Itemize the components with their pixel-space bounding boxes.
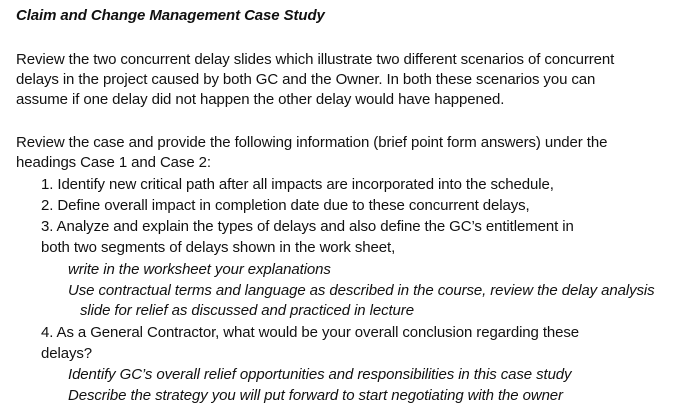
intro-line-2: delays in the project caused by both GC and the Owner. In both these scenarios you can — [16, 71, 596, 88]
list-item-1: 1. Identify new critical path after all impacts are incorporated into the schedule, — [41, 176, 554, 193]
list-item-3-line-1: 3. Analyze and explain the types of delays and also define the GC’s entitlement in — [41, 218, 574, 235]
case-line-1: Review the case and provide the following information (brief point form answers) under the — [16, 134, 608, 151]
document-title: Claim and Change Management Case Study — [16, 7, 325, 24]
list-item-2: 2. Define overall impact in completion date due to these concurrent delays, — [41, 197, 530, 214]
list-item-4-line-1: 4. As a General Contractor, what would be your overall conclusion regarding these — [41, 324, 580, 341]
intro-line-1: Review the two concurrent delay slides which illustrate two different scenarios of concurrent — [16, 51, 615, 68]
list-item-3-line-2: both two segments of delays shown in the work sheet, — [41, 239, 396, 256]
list-item-4-line-2: delays? — [41, 345, 93, 362]
item-3-note-2: Use contractual terms and language as described in the course, review the delay analysis — [68, 282, 655, 299]
item-4-note-1: Identify GC’s overall relief opportunities and responsibilities in this case study — [68, 366, 572, 383]
case-line-2: headings Case 1 and Case 2: — [16, 154, 211, 171]
item-3-note-3: slide for relief as discussed and practiced in lecture — [80, 302, 414, 319]
intro-line-3: assume if one delay did not happen the other delay would have happened. — [16, 91, 505, 108]
item-4-note-2: Describe the strategy you will put forward to start negotiating with the owner — [68, 387, 563, 404]
item-3-note-1: write in the worksheet your explanations — [68, 261, 331, 278]
